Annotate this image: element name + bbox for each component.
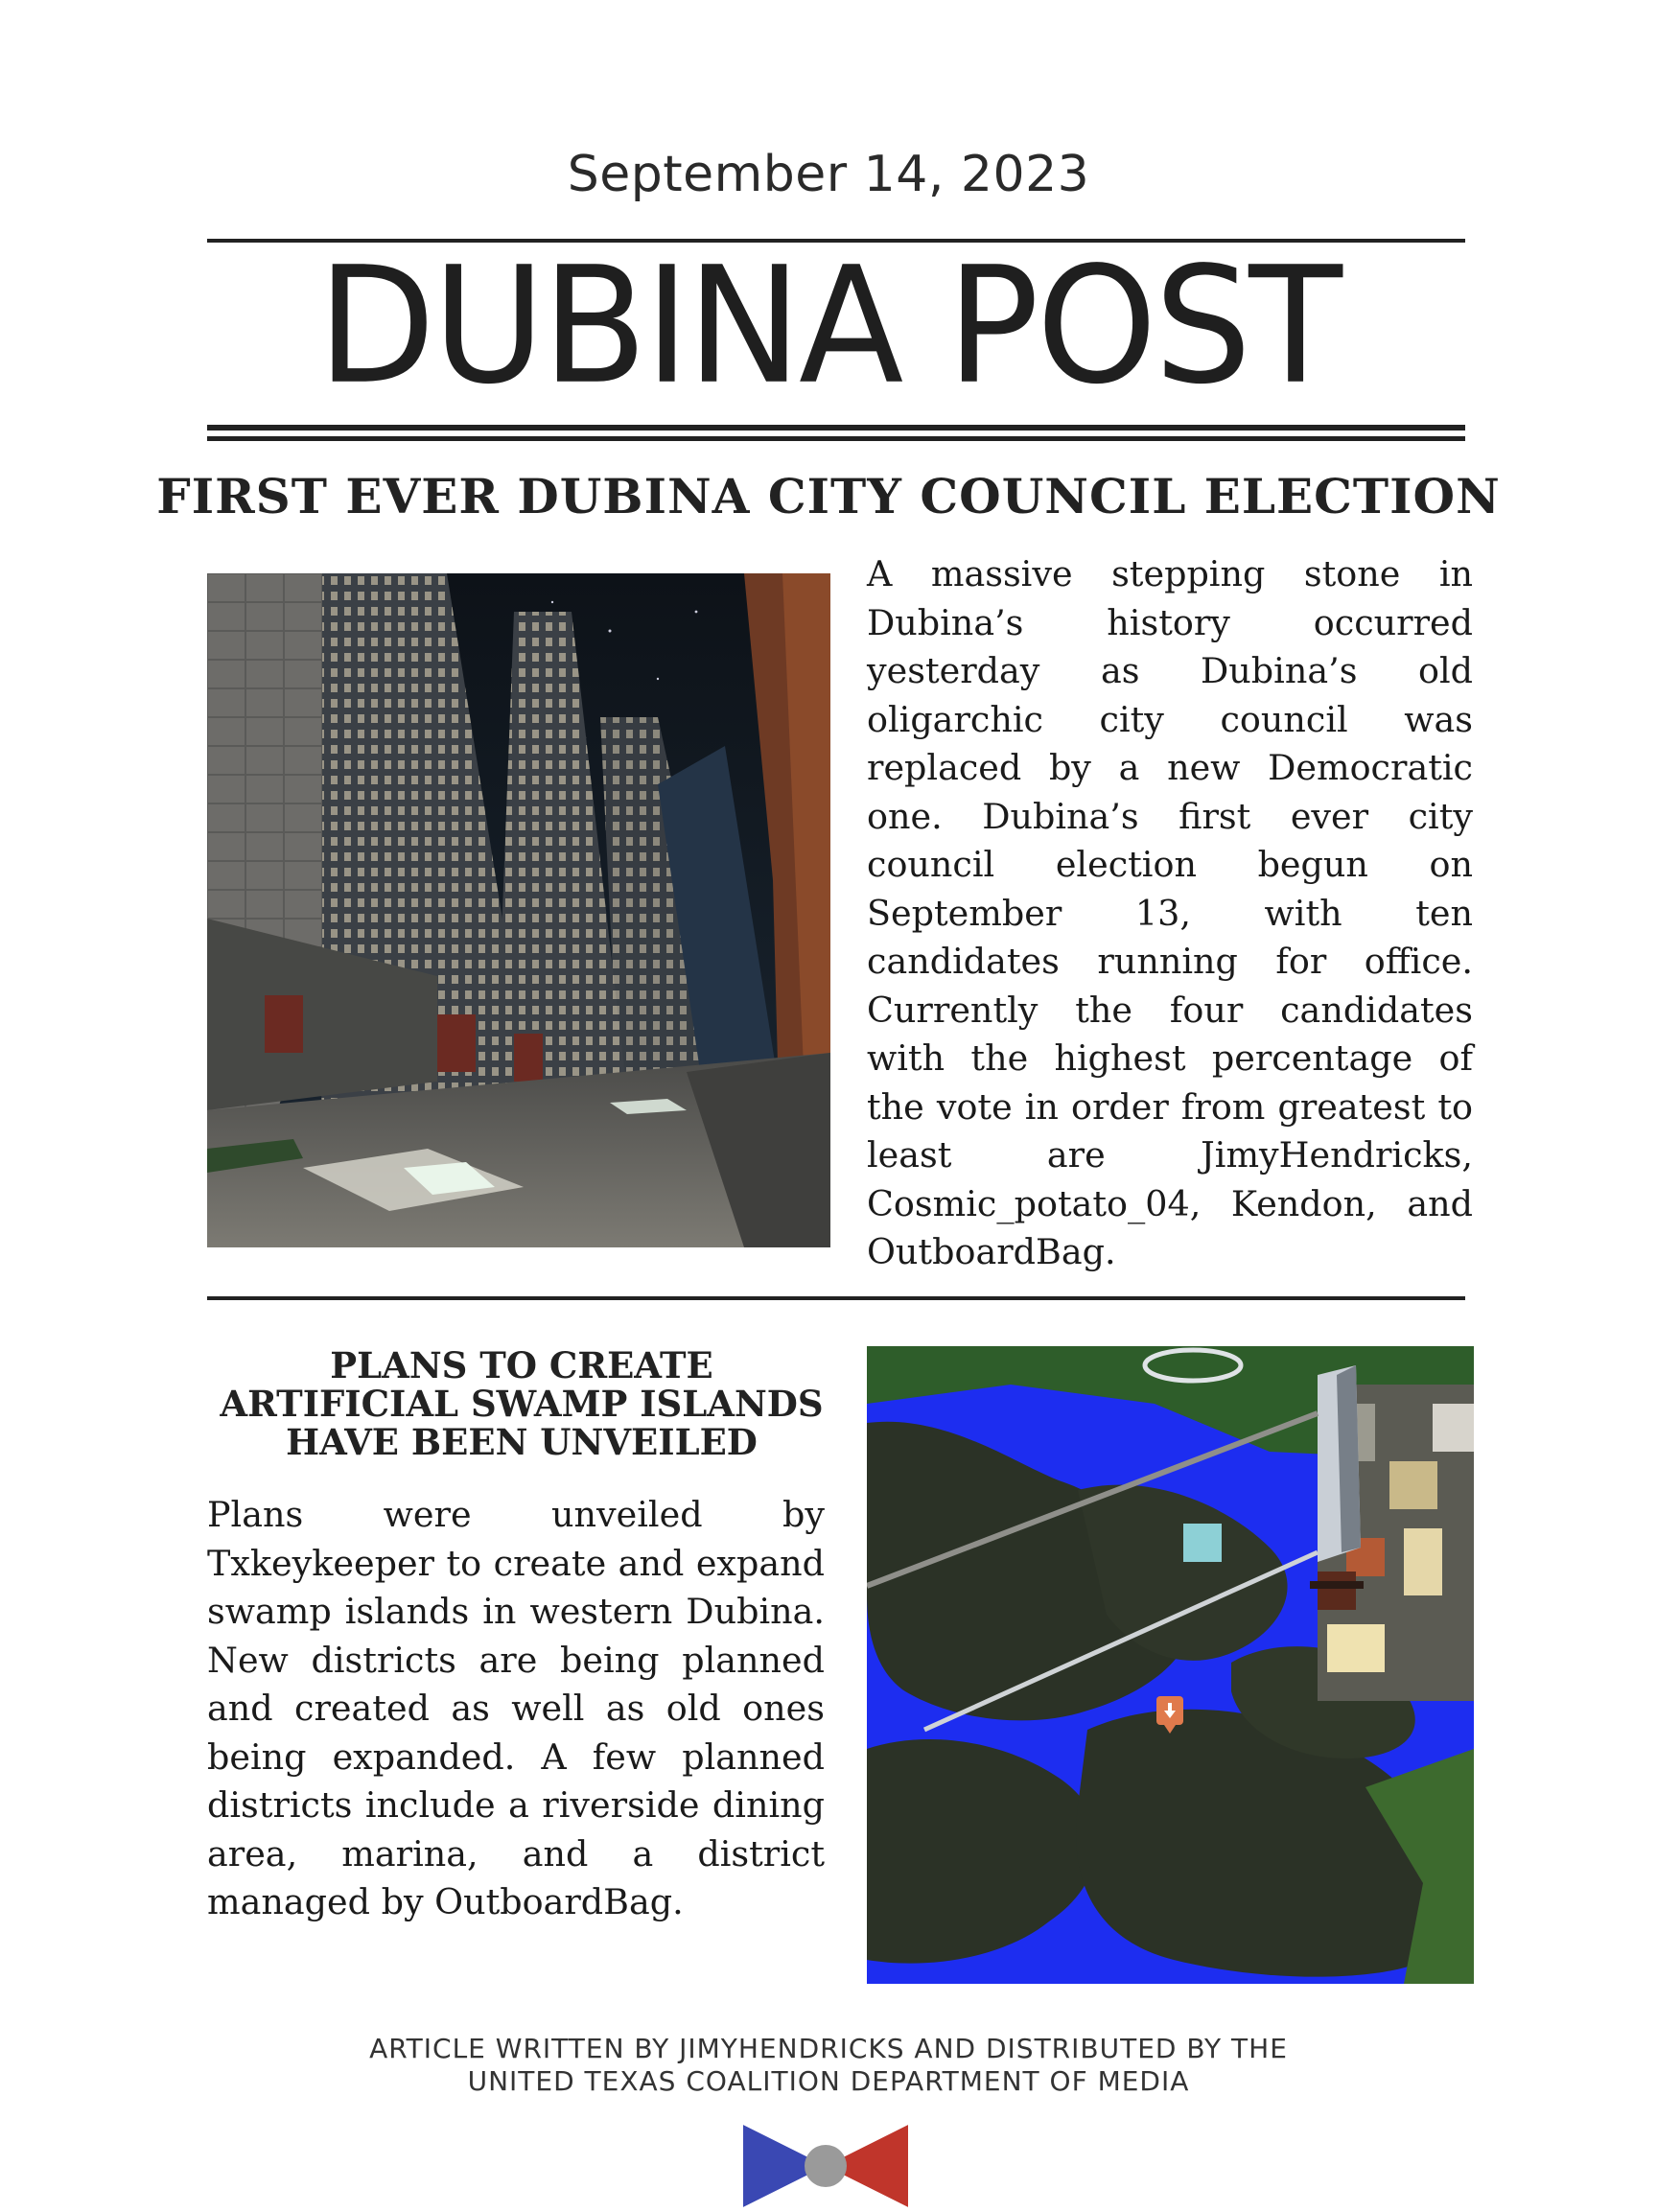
city-skyline-night-image-graphic [207,573,830,1247]
article1-body: A massive stepping stone in Dubina’s history occurred yesterday as Dubina’s old oligarchic city council was replaced by a new Democratic one. Dubina’s first ever city council election begun on September 13, with ten candidates running for office. Currently the four candidates with the highest percentage of the vote in order from greatest to least are JimyHendricks, Cosmic_potato_04, Kendon, and OutboardBag. [867,553,1473,1272]
swamp-islands-aerial-map-graphic [867,1346,1474,1984]
masthead-bottom-rule-2 [207,436,1465,441]
masthead-bottom-rule-1 [207,425,1465,431]
article2-body: Plans were unveiled by Txkeykeeper to create and expand swamp islands in western Dubina. New districts are being planned and created as well as old ones being expanded. A few planned districts include a riverside dining area, marina, and a district managed by OutboardBag. [207,1494,825,1922]
article2-headline-line-3: HAVE BEEN UNVEILED [286,1421,758,1463]
credit-line-1: ARTICLE WRITTEN BY JIMYHENDRICKS AND DISTRIBUTED BY THE [369,2033,1288,2064]
newspaper-title: DUBINA POST [317,231,1340,420]
city-skyline-night-image [207,573,830,1247]
united-texas-coalition-flag-icon [743,2125,908,2212]
article1-headline: FIRST EVER DUBINA CITY COUNCIL ELECTION [156,468,1501,524]
article2-headline-line-2: ARTIFICIAL SWAMP ISLANDS [220,1383,824,1425]
credit-line-2: UNITED TEXAS COALITION DEPARTMENT OF MEDIA [467,2065,1190,2097]
section-divider [207,1296,1465,1300]
credit-footer [0,2033,1657,2098]
swamp-islands-aerial-map-image [867,1346,1474,1984]
flag-graphic [743,2125,908,2207]
issue-date: September 14, 2023 [567,146,1090,203]
article2-headline-line-1: PLANS TO CREATE [330,1344,713,1386]
article2-headline [188,1346,855,1461]
